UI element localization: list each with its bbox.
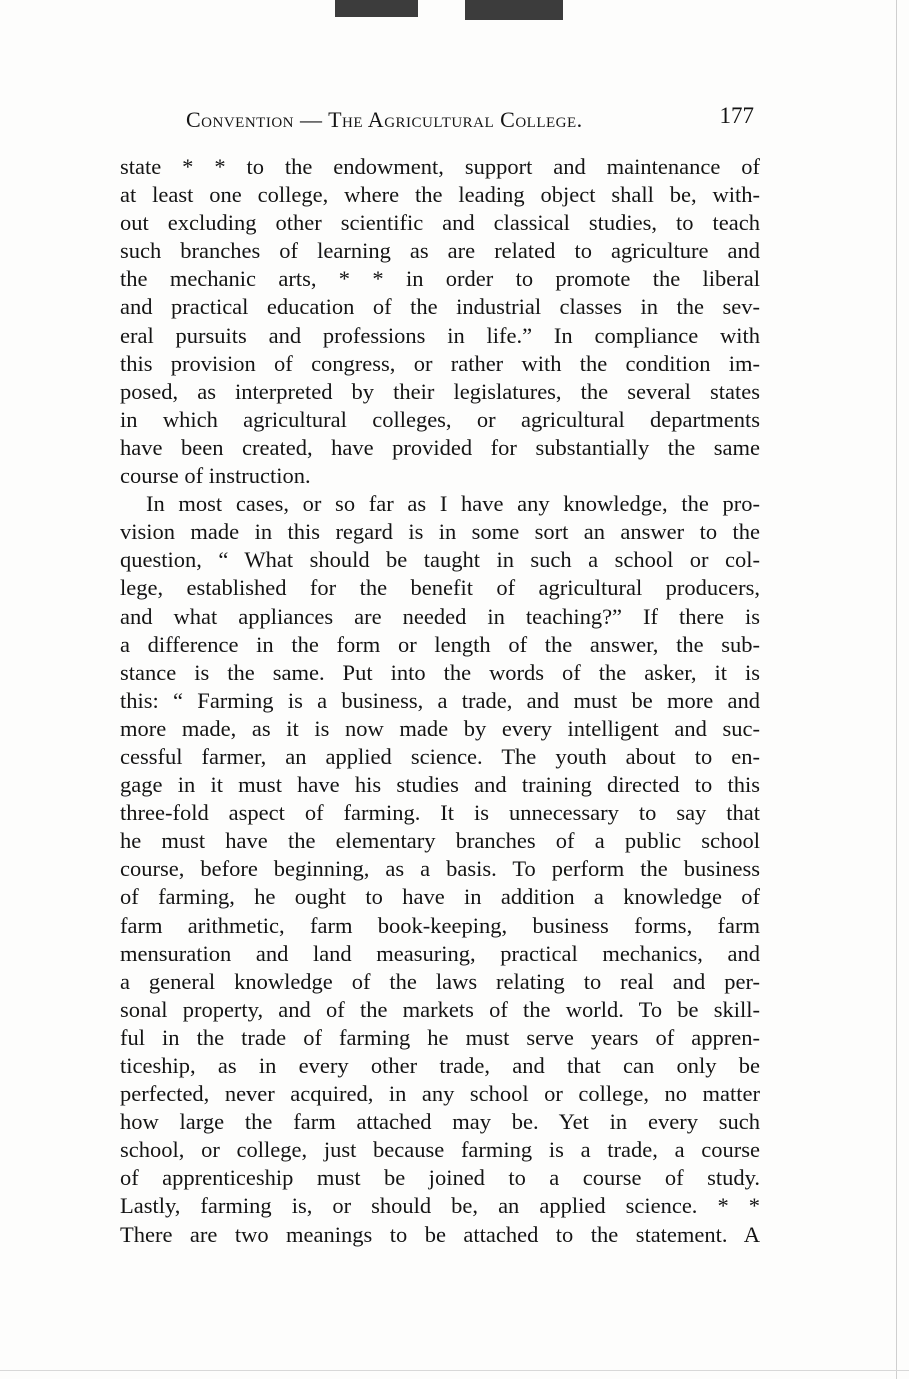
text-line: ticeship, as in every other trade, and that can only be <box>120 1053 760 1078</box>
text-line: this provision of congress, or rather with the condition im- <box>120 350 760 376</box>
text-line: this: “ Farming is a business, a trade, and must be more and <box>120 687 760 713</box>
text-line: he must have the elementary branches of a public school <box>120 828 760 854</box>
page-header <box>186 103 754 137</box>
text-line: posed, as interpreted by their legislatures, the several states <box>120 378 760 404</box>
text-line: three-fold aspect of farming. It is unnecessary to say that <box>120 800 760 826</box>
text-line: course of instruction. <box>120 463 311 489</box>
text-line: question, “ What should be taught in such a school or col- <box>120 547 760 573</box>
text-line: school, or college, just because farming is a trade, a course <box>120 1137 760 1163</box>
text-line: course, before beginning, as a basis. To perform the business <box>120 856 760 882</box>
text-line: In most cases, or so far as I have any knowledge, the pro- <box>146 491 760 517</box>
text-line: and what appliances are needed in teaching?” If there is <box>120 603 760 629</box>
text-line: more made, as it is now made by every intelligent and suc- <box>120 715 760 741</box>
text-line: lege, established for the benefit of agricultural producers, <box>120 575 760 601</box>
text-line: vision made in this regard is in some sort an answer to the <box>120 519 760 545</box>
text-line: Lastly, farming is, or should be, an applied science. * * <box>120 1193 760 1219</box>
text-line: farm arithmetic, farm book-keeping, business forms, farm <box>120 912 760 938</box>
running-head: Convention — The Agricultural College. <box>186 107 583 132</box>
text-line: of apprenticeship must be joined to a course of study. <box>120 1165 760 1191</box>
text-line: at least one college, where the leading object shall be, with- <box>120 182 760 208</box>
scan-artifact <box>335 0 418 17</box>
text-line: sonal property, and of the markets of the world. To be skill- <box>120 996 760 1022</box>
body-text <box>120 153 760 1249</box>
text-line: how large the farm attached may be. Yet in every such <box>120 1109 760 1135</box>
page-edge <box>896 0 897 1379</box>
text-line: a difference in the form or length of the answer, the sub- <box>120 631 760 657</box>
text-line: gage in it must have his studies and training directed to this <box>120 772 760 798</box>
text-line: a general knowledge of the laws relating to real and per- <box>120 968 760 994</box>
text-line: ful in the trade of farming he must serve years of appren- <box>120 1024 760 1050</box>
text-line: stance is the same. Put into the words of the asker, it is <box>120 659 760 685</box>
text-line: and practical education of the industrial classes in the sev- <box>120 294 760 320</box>
page-number: 177 <box>719 103 754 128</box>
text-line: of farming, he ought to have in addition a knowledge of <box>120 884 760 910</box>
text-line: mensuration and land measuring, practical mechanics, and <box>120 940 760 966</box>
text-line: cessful farmer, an applied science. The youth about to en- <box>120 743 760 769</box>
text-line: state * * to the endowment, support and maintenance of <box>120 154 760 179</box>
page-edge <box>0 1370 909 1371</box>
text-line: eral pursuits and professions in life.” In compliance with <box>120 322 760 348</box>
text-line: in which agricultural colleges, or agricultural departments <box>120 406 760 432</box>
scan-artifact <box>465 0 563 20</box>
text-line: out excluding other scientific and classical studies, to teach <box>120 210 760 236</box>
text-line: the mechanic arts, * * in order to promote the liberal <box>120 266 760 292</box>
text-line: There are two meanings to be attached to the statement. A <box>120 1221 760 1247</box>
text-line: have been created, have provided for substantially the same <box>120 434 760 460</box>
text-line: such branches of learning as are related to agriculture and <box>120 238 760 264</box>
text-line: perfected, never acquired, in any school or college, no matter <box>120 1081 760 1107</box>
